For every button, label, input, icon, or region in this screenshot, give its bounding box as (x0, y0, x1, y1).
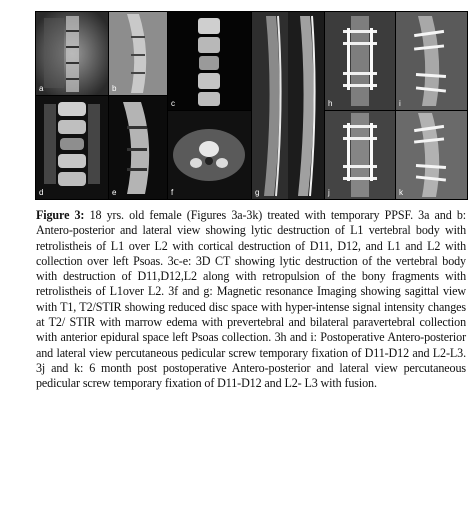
panel-label-k: k (399, 188, 403, 197)
ct-3d-lateral-image (109, 96, 167, 199)
panel-h-postop-ap (324, 11, 396, 111)
axial-scan-image (168, 111, 251, 199)
panel-label-b: b (112, 84, 117, 93)
panel-label-h: h (328, 99, 333, 108)
panel-k-followup-lateral (395, 110, 468, 200)
panel-label-a: a (39, 84, 44, 93)
panel-a-xray-ap (35, 11, 109, 96)
figure-caption (36, 208, 466, 392)
followup-ap-image (325, 111, 395, 199)
followup-lateral-image (396, 111, 467, 199)
ct-3d-ap-image (36, 96, 108, 199)
figure-3-image-panel (35, 11, 466, 198)
caption-text: 18 yrs. old female (Figures 3a-3k) treated with temporary PPSF. 3a and b: Antero-posterior and lateral view showing lytic destruction of L1 vertebral body with retrolistheis of L1 over L2 with cortical destruction of D11, D12, and L1 and L2 with collection over left Psoas. 3c-e: 3D CT showing lytic destruction of the vertebral body with destruction of D11,D12,L2 along with retropulsion of the bony fragments with retrolistheis of L1over L2. 3f and g: Magnetic resonance Imaging showing sagittal view with T1, T2/STIR showing reduced disc space with hyper-intense signal intensity changes at T2/ STIR with marrow edema with prevertebral and bilateral paravertebral collection with anterior epidural space left Psoas collection. 3h and i: Postoperative Antero-posterior and lateral view percutaneous pedicular screw temporary fixation of D11-D12 and L2-L3. 3j and k: 6 month post postoperative Antero-posterior and lateral view percutaneous pedicular screw temporary fixation of D11-D12 and L2- L3 with fusion. (36, 208, 467, 391)
panel-j-followup-ap (324, 110, 396, 200)
panel-f-axial-scan (167, 110, 252, 200)
panel-i-postop-lateral (395, 11, 468, 111)
panel-c-3d-ct (167, 11, 252, 111)
postop-ap-image (325, 12, 395, 110)
figure-label: Figure 3: (36, 208, 85, 222)
xray-ap-image (36, 12, 108, 95)
panel-label-j: j (328, 188, 330, 197)
panel-label-f: f (171, 188, 174, 197)
panel-d-3d-ct-ap (35, 95, 109, 200)
panel-label-i: i (399, 99, 401, 108)
panel-label-e: e (112, 188, 117, 197)
panel-e-3d-ct-lateral (108, 95, 168, 200)
panel-label-d: d (39, 188, 44, 197)
xray-lateral-image (109, 12, 167, 95)
panel-label-g: g (255, 188, 260, 197)
panel-label-c: c (171, 99, 175, 108)
postop-lateral-image (396, 12, 467, 110)
panel-g-mri-sagittal (251, 11, 325, 200)
ct-3d-image (168, 12, 251, 110)
panel-b-xray-lateral (108, 11, 168, 96)
mri-sagittal-image (252, 12, 324, 199)
